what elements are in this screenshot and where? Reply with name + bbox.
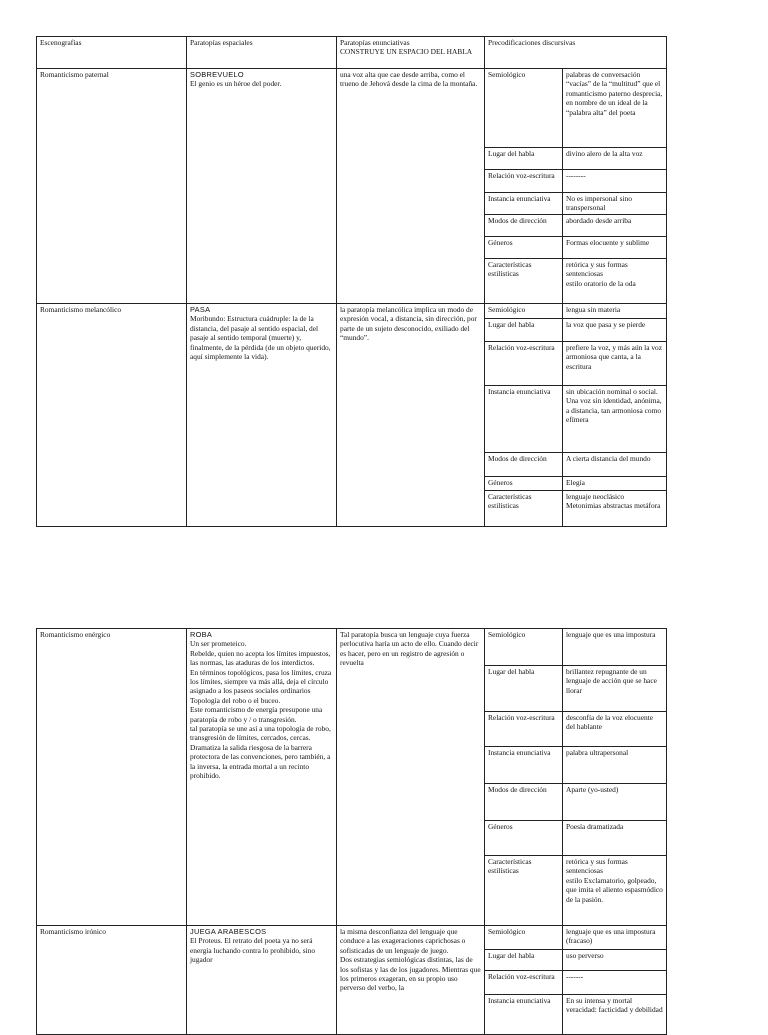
spatial-cell bbox=[187, 69, 337, 304]
precod-value: lengua sin materia bbox=[563, 304, 667, 319]
precod-key: Instancia enunciativa bbox=[485, 386, 563, 453]
precod-value: retórica y sus formas sentenciosas estilo Exclamatorio, golpeado, que imita el aliento espasmódico de la pasión. bbox=[563, 856, 667, 926]
precod-key: Lugar del habla bbox=[485, 666, 563, 712]
table-row bbox=[37, 926, 667, 950]
precod-value: desconfía de la voz elocuente del hablante bbox=[563, 712, 667, 747]
precod-key: Géneros bbox=[485, 477, 563, 491]
scene-cell: Romanticismo paternal bbox=[37, 69, 187, 304]
precod-value: lenguaje que es una impostura bbox=[563, 629, 667, 666]
precod-value: uso perverso bbox=[563, 950, 667, 971]
precod-key: Semiológico bbox=[485, 304, 563, 319]
spatial-text: Un ser prometeico. Rebelde, quien no acepta los límites impuestos, las normas, las ataduras de los interdictos. En términos topológicos, pasa los límites, cruza los límites, siempre va más allá, deja el círculo asignado a los paseos sociales ordinarios Topología del robo o el buceo. Este romanticismo de energía presupone una paratopía de robo y / o transgresión. tal paratopía se une así a una topología de robo, transgresión de límites, cercados, cercas. Dramatiza la salida riesgosa de la barrera protectora de las convenciones, pero también, a la inversa, la entrada mortal a un recinto prohibido. bbox=[190, 639, 332, 781]
table-row bbox=[37, 629, 667, 666]
precod-value: lenguaje que es una impostura (fracaso) bbox=[563, 926, 667, 950]
header-row bbox=[37, 37, 667, 69]
scene-cell: Romanticismo irónico bbox=[37, 926, 187, 1035]
precod-value: -------- bbox=[563, 170, 667, 193]
scene-cell: Romanticismo enérgico bbox=[37, 629, 187, 926]
precod-value: prefiere la voz, y más aún la voz armoniosa que canta, a la escritura bbox=[563, 342, 667, 386]
precod-value: ------- bbox=[563, 971, 667, 995]
precod-value: divino alero de la alta voz bbox=[563, 148, 667, 170]
precod-key: Instancia enunciativa bbox=[485, 193, 563, 215]
header-cell: Escenografías bbox=[37, 37, 187, 69]
spatial-title: JUEGA ARABESCOS bbox=[190, 927, 267, 936]
enunciative-cell: Tal paratopía busca un lenguaje cuya fuerza perlocutiva haría un acto de ello. Cuando decir es hacer, pero en un registro de agresión o revuelta bbox=[337, 629, 485, 926]
precod-value: retórica y sus formas sentenciosas estilo oratorio de la oda bbox=[563, 259, 667, 304]
spatial-text: El genio es un héroe del poder. bbox=[190, 79, 282, 89]
precod-value: Poesía dramatizada bbox=[563, 821, 667, 856]
precod-value: En su intensa y mortal veracidad: facticidad y debilidad bbox=[563, 995, 667, 1035]
precod-key: Modos de dirección bbox=[485, 784, 563, 821]
precod-key: Relación voz-escritura bbox=[485, 712, 563, 747]
enunciative-cell: la misma desconfianza del lenguaje que conduce a las exageraciones caprichosas o sofisticadas de un lenguaje de juego. Dos estrategias semiológicas distintas, las de los sofistas y las de los jugadores. Mientras que los primeros exageran, en su propio uso perverso del verbo, la bbox=[337, 926, 485, 1035]
precod-value: Elegía bbox=[563, 477, 667, 491]
precod-key: Semiológico bbox=[485, 629, 563, 666]
precod-value: palabras de conversación “vacías” de la “multitud” que el romanticismo paterno desprecia, en nombre de un ideal de la “palabra alta” del poeta bbox=[563, 69, 667, 148]
precod-value: palabra ultrapersonal bbox=[563, 747, 667, 784]
precod-value: lenguaje neoclásico Metonimias abstractas metáfora bbox=[563, 491, 667, 527]
precod-key: Relación voz-escritura bbox=[485, 342, 563, 386]
scene-cell: Romanticismo melancólico bbox=[37, 304, 187, 527]
precod-value: brillantez repugnante de un lenguaje de acción que se hace llorar bbox=[563, 666, 667, 712]
precod-key: Instancia enunciativa bbox=[485, 747, 563, 784]
spatial-title: PASA bbox=[190, 305, 211, 314]
enunciative-cell: la paratopía melancólica implica un modo de expresión vocal, a distancia, sin dirección, por parte de un sujeto desconocido, exiliado del “mundo”. bbox=[337, 304, 485, 527]
precod-key: Modos de dirección bbox=[485, 215, 563, 237]
enunciative-cell: una voz alta que cae desde arriba, como el trueno de Jehová desde la cima de la montaña. bbox=[337, 69, 485, 304]
spatial-cell bbox=[187, 304, 337, 527]
spatial-title: ROBA bbox=[190, 630, 213, 639]
spatial-text: El Proteus. El retrato del poeta ya no será energía luchando contra lo prohibido, sino jugador bbox=[190, 936, 316, 965]
precod-key: Características estilísticas bbox=[485, 491, 563, 527]
precod-key: Relación voz-escritura bbox=[485, 170, 563, 193]
precod-value: sin ubicación nominal o social. Una voz sin identidad, anónima, a distancia, tan armoniosa como efímera bbox=[563, 386, 667, 453]
spatial-text: Moribundo: Estructura cuádruple: la de la distancia, del pasaje al sentido espacial, del pasaje al sentido temporal (muerte) y, finalmente, de la pérdida (de un objeto querido, aquí simplemente la vida). bbox=[190, 314, 331, 362]
precod-value: No es impersonal sino transpersonal bbox=[563, 193, 667, 215]
precod-value: abordado desde arriba bbox=[563, 215, 667, 237]
precod-key: Características estilísticas bbox=[485, 259, 563, 304]
spatial-cell bbox=[187, 926, 337, 1035]
spatial-title: SOBREVUELO bbox=[190, 70, 244, 79]
precod-value: Formas elocuente y sublime bbox=[563, 237, 667, 259]
table-row bbox=[37, 69, 667, 148]
header-cell: Precodificaciones discursivas bbox=[485, 37, 667, 69]
precod-key: Relación voz-escritura bbox=[485, 971, 563, 995]
precod-key: Modos de dirección bbox=[485, 453, 563, 477]
precod-key: Lugar del habla bbox=[485, 148, 563, 170]
header-cell: Paratopías espaciales bbox=[187, 37, 337, 69]
table-bottom bbox=[36, 628, 667, 1035]
precod-key: Semiológico bbox=[485, 926, 563, 950]
precod-key: Lugar del habla bbox=[485, 950, 563, 971]
precod-key: Lugar del habla bbox=[485, 319, 563, 342]
table-top bbox=[36, 36, 667, 527]
header-cell: Paratopías enunciativas CONSTRUYE UN ESPACIO DEL HABLA bbox=[337, 37, 485, 69]
precod-key: Características estilísticas bbox=[485, 856, 563, 926]
precod-value: Aparte (yo-usted) bbox=[563, 784, 667, 821]
spatial-cell bbox=[187, 629, 337, 926]
precod-key: Géneros bbox=[485, 237, 563, 259]
precod-value: A cierta distancia del mundo bbox=[563, 453, 667, 477]
precod-key: Semiológico bbox=[485, 69, 563, 148]
precod-key: Géneros bbox=[485, 821, 563, 856]
precod-key: Instancia enunciativa bbox=[485, 995, 563, 1035]
precod-value: la voz que pasa y se pierde bbox=[563, 319, 667, 342]
table-row bbox=[37, 304, 667, 319]
